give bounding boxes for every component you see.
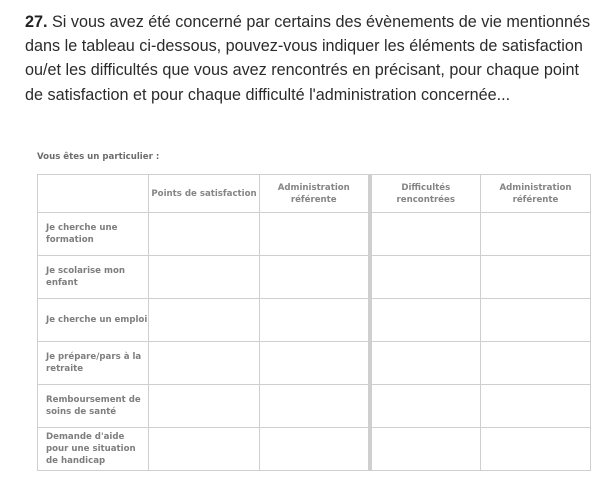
cell-administration-2 — [481, 213, 591, 256]
table-row — [38, 299, 591, 342]
cell-administration-1 — [260, 256, 370, 299]
cell-administration-1 — [260, 428, 370, 471]
cell-points-satisfaction — [149, 256, 260, 299]
header-difficultes-rencontrees: Difficultés rencontrées — [370, 175, 481, 213]
cell-administration-1 — [260, 385, 370, 428]
question-body: Si vous avez été concerné par certains des évènements de vie mentionnés dans le tableau ci-dessous, pouvez-vous indiquer les éléments de satisfaction ou/et les difficultés que vous avez rencontrés en précisant, pour chaque point de satisfaction et pour chaque difficulté l'administration concernée... — [25, 13, 591, 104]
table-header-row — [38, 175, 591, 213]
cell-difficultes — [370, 299, 481, 342]
table-row — [38, 428, 591, 471]
cell-points-satisfaction — [149, 385, 260, 428]
table-row — [38, 256, 591, 299]
cell-difficultes — [370, 256, 481, 299]
cell-difficultes — [370, 428, 481, 471]
row-label: Je scolarise mon enfant — [38, 256, 149, 299]
life-events-table — [37, 174, 591, 471]
row-label: Je cherche une formation — [38, 213, 149, 256]
cell-administration-2 — [481, 256, 591, 299]
table-row — [38, 213, 591, 256]
cell-points-satisfaction — [149, 428, 260, 471]
table-subtitle: Vous êtes un particulier : — [37, 152, 160, 162]
row-label: Je cherche un emploi — [38, 299, 149, 342]
cell-points-satisfaction — [149, 299, 260, 342]
cell-difficultes — [370, 213, 481, 256]
cell-points-satisfaction — [149, 342, 260, 385]
cell-administration-2 — [481, 428, 591, 471]
cell-administration-2 — [481, 385, 591, 428]
question-number: 27. — [25, 13, 48, 31]
cell-administration-1 — [260, 299, 370, 342]
row-label: Remboursement de soins de santé — [38, 385, 149, 428]
cell-administration-2 — [481, 342, 591, 385]
question-text — [25, 10, 600, 107]
row-label: Je prépare/pars à la retraite — [38, 342, 149, 385]
row-label: Demande d'aide pour une situation de handicap — [38, 428, 149, 471]
cell-difficultes — [370, 342, 481, 385]
cell-administration-2 — [481, 299, 591, 342]
table-row — [38, 385, 591, 428]
cell-points-satisfaction — [149, 213, 260, 256]
cell-administration-1 — [260, 213, 370, 256]
header-empty — [38, 175, 149, 213]
header-administration-referente-2: Administration référente — [481, 175, 591, 213]
table-row — [38, 342, 591, 385]
cell-administration-1 — [260, 342, 370, 385]
header-administration-referente-1: Administration référente — [260, 175, 370, 213]
cell-difficultes — [370, 385, 481, 428]
header-points-satisfaction: Points de satisfaction — [149, 175, 260, 213]
